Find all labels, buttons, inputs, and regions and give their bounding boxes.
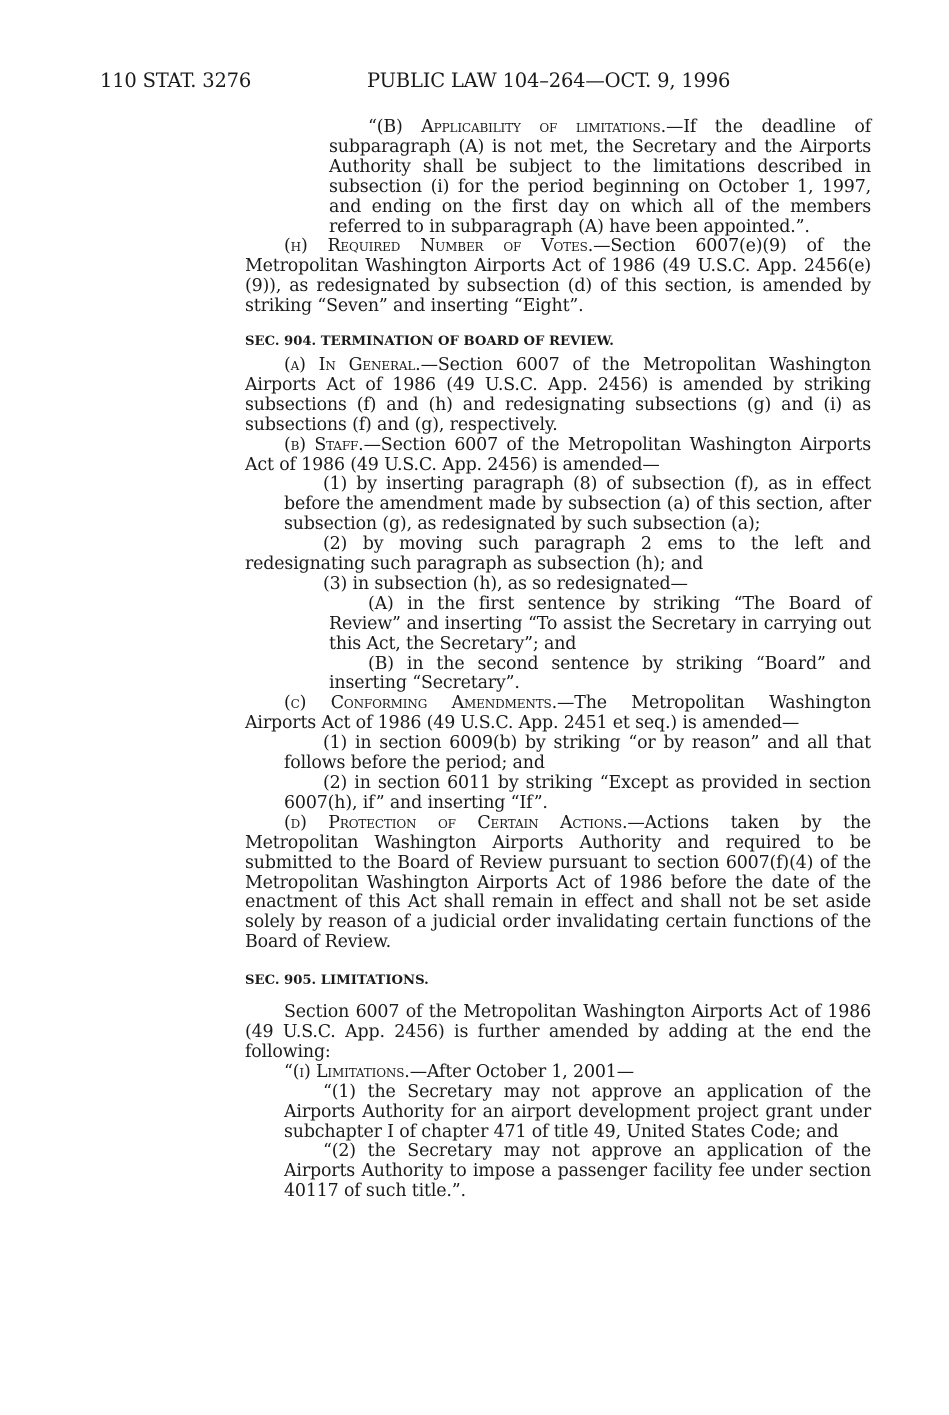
section-904-b-3-A: (A) in the first sentence by striking “The Board of Review” and inserting “To assist the Secretary in carrying out this Act, the Secretary”; and bbox=[329, 593, 871, 654]
section-904-b-3-B: (B) in the second sentence by striking “Board” and inserting “Secretary”. bbox=[329, 653, 871, 694]
section-904-b-3: (3) in subsection (h), as so redesignated— bbox=[323, 573, 688, 594]
section-904-d bbox=[245, 814, 871, 953]
section-904-heading: SEC. 904. TERMINATION OF BOARD OF REVIEW. bbox=[245, 334, 614, 350]
paragraph-heading: “(i) Limitations. bbox=[284, 1061, 410, 1082]
section-904-c-1: (1) in section 6009(b) by striking “or by reason” and all that follows before the period; and bbox=[284, 733, 871, 774]
section-905-heading: SEC. 905. LIMITATIONS. bbox=[245, 973, 429, 989]
section-904-a bbox=[245, 356, 871, 436]
section-905-intro: Section 6007 of the Metropolitan Washington Airports Act of 1986 (49 U.S.C. App. 2456) is further amended by adding at the end the following: bbox=[245, 1002, 871, 1062]
paragraph-heading: (b) Staff. bbox=[284, 434, 364, 455]
paragraph-text: —Section 6007 of the Metropolitan Washington Airports Act of 1986 (49 U.S.C. App. 2456) is amended— bbox=[245, 434, 871, 475]
stat-page-number: 110 STAT. 3276 bbox=[100, 69, 252, 92]
section-904-c-2: (2) in section 6011 by striking “Except as provided in section 6007(h), if” and inserting “If”. bbox=[284, 773, 871, 813]
section-904-b bbox=[245, 436, 871, 476]
public-law-citation: PUBLIC LAW 104–264—OCT. 9, 1996 bbox=[367, 69, 731, 92]
paragraph-b-applicability bbox=[245, 118, 871, 237]
section-905-i bbox=[245, 1063, 871, 1083]
paragraph-h-required-votes bbox=[245, 237, 871, 317]
paragraph-heading: (h) Required Number of Votes. bbox=[284, 236, 594, 257]
paragraph-heading: (d) Protection of Certain Actions. bbox=[284, 812, 628, 833]
paragraph-heading: (a) In General. bbox=[284, 354, 421, 375]
paragraph-text: —Actions taken by the Metropolitan Washington Airports Authority and required to be submitted to the Board of Review pursuant to section 6007(f)(4) of the Metropolitan Washington Airports Act of 1986 before the date of the enactment of this Act shall remain in effect and shall not be set aside solely by reason of a judicial order invalidating certain functions of the Board of Review. bbox=[245, 812, 872, 953]
page-body bbox=[245, 118, 871, 1202]
running-header bbox=[0, 69, 949, 99]
section-904-c bbox=[245, 694, 871, 734]
paragraph-text: —The Metropolitan Washington Airports Act of 1986 (49 U.S.C. App. 2451 et seq.) is amended— bbox=[245, 693, 872, 734]
section-904-b-1: (1) by inserting paragraph (8) of subsection (f), as in effect before the amendment made by subsection (a) of this section, after subsection (g), as redesignated by such subsection (a); bbox=[284, 474, 871, 535]
section-905-i-1: “(1) the Secretary may not approve an application of the Airports Authority for an airport development project grant under subchapter I of chapter 471 of title 49, United States Code; and bbox=[284, 1081, 871, 1142]
section-905-i-2: “(2) the Secretary may not approve an application of the Airports Authority to impose a passenger facility fee under section 40117 of such title.”. bbox=[284, 1141, 871, 1202]
paragraph-text: —After October 1, 2001— bbox=[409, 1061, 634, 1082]
paragraph-text: —Section 6007(e)(9) of the Metropolitan Washington Airports Act of 1986 (49 U.S.C. App. 2456(e)(9)), as redesignated by subsection (d) of this section, is amended by striking “Seven” and inserting “Eight”. bbox=[245, 236, 871, 317]
paragraph-heading: (c) Conforming Amendments. bbox=[284, 693, 557, 714]
section-904-b-2: (2) by moving such paragraph 2 ems to the left and redesignating such paragraph as subsection (h); and bbox=[245, 534, 871, 575]
paragraph-text: —Section 6007 of the Metropolitan Washington Airports Act of 1986 (49 U.S.C. App. 2456) is amended by striking subsections (f) and (h) and redesignating subsections (g) and (i) as subsections (f) and (g), respectively. bbox=[245, 354, 871, 435]
paragraph-text: —If the deadline of subparagraph (A) is not met, the Secretary and the Airports Authority shall be subject to the limitations described in subsection (i) for the period beginning on October 1, 1997, and ending on the first day on which all of the members referred to in subparagraph (A) have been appointed.”. bbox=[329, 117, 871, 237]
paragraph-heading: “(B) Applicability of limitations. bbox=[368, 117, 666, 137]
